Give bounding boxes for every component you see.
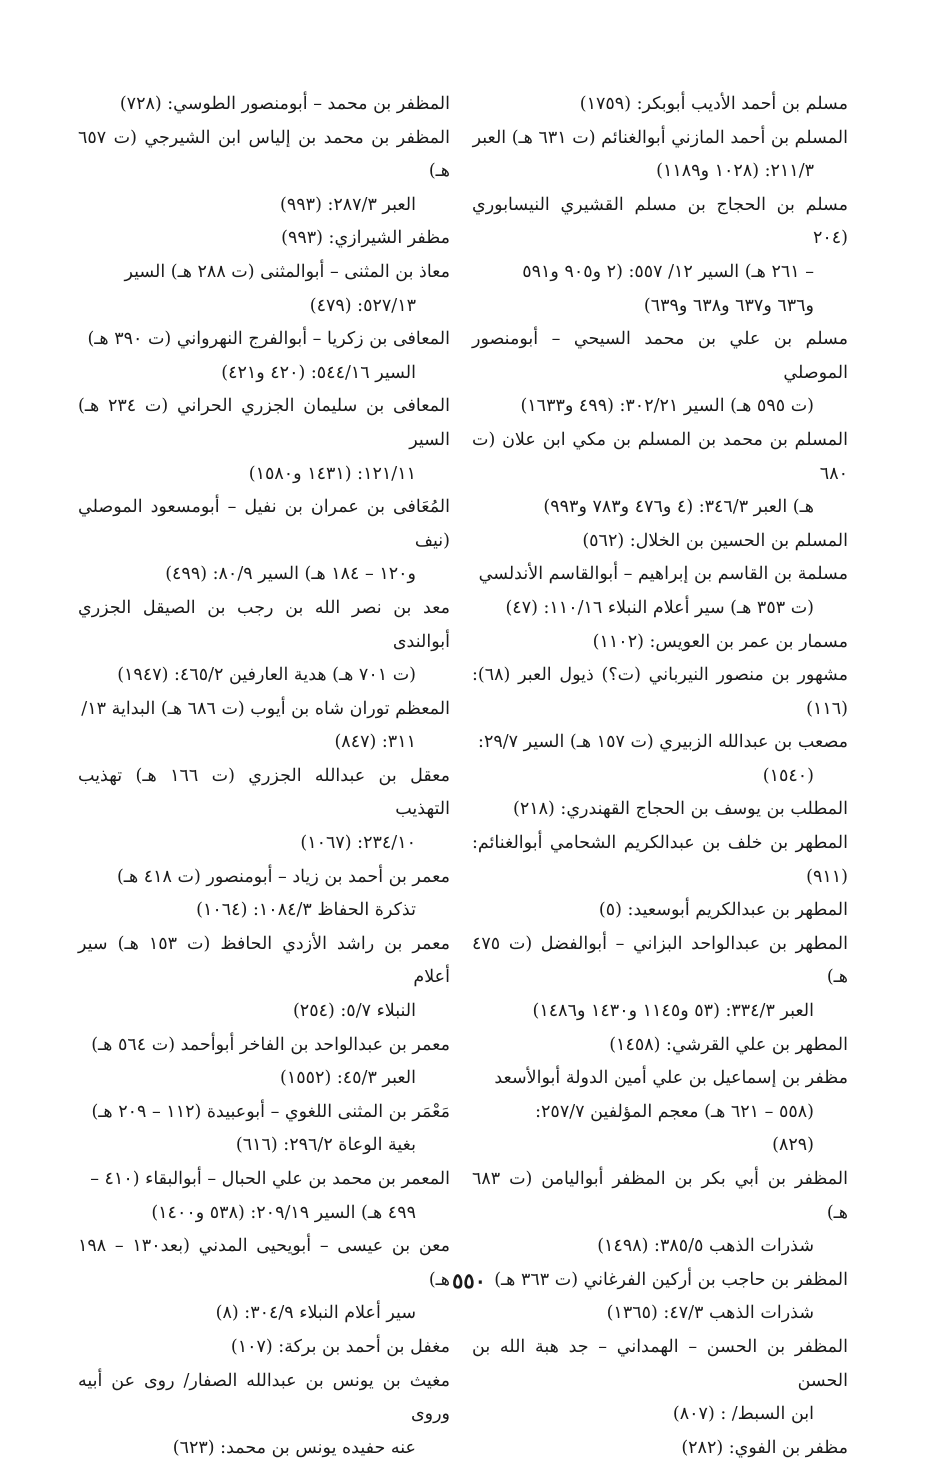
index-entry <box>472 122 848 189</box>
index-entry-continuation: السير ٥٤٤/١٦: (٤٢٠ و٤٢١) <box>221 362 416 383</box>
index-entry <box>472 827 848 894</box>
index-entry <box>78 1331 450 1365</box>
index-entry-heading: المطلب بن يوسف بن الحجاج القهندري: (٢١٨) <box>513 799 848 820</box>
index-entry <box>472 1062 848 1163</box>
index-entry-heading: مسمار بن عمر بن العويس: (١١٠٢) <box>592 631 848 652</box>
index-entry <box>472 1331 848 1432</box>
index-entry <box>472 626 848 660</box>
index-entry <box>78 491 450 592</box>
index-entry-heading: المسلم بن أحمد المازني أبوالغنائم (ت ٦٣١ هـ) العبر <box>472 127 848 148</box>
index-entry-heading: مصعب بن عبدالله الزبيري (ت ١٥٧ هـ) السير ٢٩/٧: <box>478 732 848 753</box>
index-entry-heading: مَعْمَر بن المثنى اللغوي – أبوعبيدة (١١٢ – ٢٠٩ هـ) <box>91 1101 450 1122</box>
index-entry <box>472 928 848 1029</box>
index-entry-heading: مظفر بن إسماعيل بن علي أمين الدولة أبوالأسعد <box>494 1068 848 1089</box>
index-entry <box>78 1029 450 1096</box>
index-entry-heading: المعظم توران شاه بن أيوب (ت ٦٨٦ هـ) البداية ١٣/ <box>81 698 450 719</box>
index-entry-continuation: عنه حفيده يونس بن محمد: (٦٢٣) <box>172 1437 416 1458</box>
index-entry-continuation: ابن السبط/ : (٨٠٧) <box>672 1404 814 1425</box>
index-entry-continuation: العبر ٢٨٧/٣: (٩٩٣) <box>280 194 416 215</box>
index-entry-continuation: (ت ٥٩٥ هـ) السير ٣٠٢/٢١: (٤٩٩ و١٦٣٣) <box>520 396 814 417</box>
index-entry-continuation: العبر ٤٥/٣: (١٥٥٢) <box>280 1068 416 1089</box>
index-entry <box>472 323 848 424</box>
index-entry-heading: مسلم بن الحجاج بن مسلم القشيري النيسابوري (٢٠٤ <box>472 194 848 249</box>
index-entry-heading: مسلمة بن القاسم بن إبراهيم – أبوالقاسم الأندلسي <box>478 564 848 585</box>
index-entry-heading: مظفر بن الفوي: (٢٨٢) <box>681 1437 848 1458</box>
index-entry-heading: المطهر بن علي القرشي: (١٤٥٨) <box>609 1034 848 1055</box>
index-entry-continuation: ٣١١: (٨٤٧) <box>334 732 416 753</box>
index-entry-heading: معاذ بن المثنى – أبوالمثنى (ت ٢٨٨ هـ) السير <box>124 261 450 282</box>
index-entry-heading: المطهر بن عبدالكريم أبوسعيد: (٥) <box>598 900 848 921</box>
index-entry <box>78 861 450 928</box>
index-entry <box>78 1096 450 1163</box>
index-entry-heading: المظفر بن محمد – أبومنصور الطوسي: (٧٢٨) <box>119 94 450 114</box>
index-entry-heading: معقل بن عبدالله الجزري (ت ١٦٦ هـ) تهذيب التهذيب <box>78 765 450 820</box>
index-entry <box>472 558 848 625</box>
index-entry-heading: معد بن نصر الله بن رجب بن الصيقل الجزري أبوالندى <box>78 597 450 652</box>
index-entry-heading: المسلم بن محمد بن المسلم بن مكي ابن علان (ت ٦٨٠ <box>472 429 848 484</box>
index-entry <box>472 726 848 793</box>
index-entry-continuation: – ٢٦١ هـ) السير ١٢/ ٥٥٧: (٢ و٩٠٥ و٥٩١ <box>522 261 814 282</box>
index-entry-continuation: هـ) العبر ٣٤٦/٣: (٤ و٤٧٦ و٧٨٣ و٩٩٣) <box>543 497 814 518</box>
index-entry-heading: المعمر بن محمد بن علي الحبال – أبوالبقاء (٤١٠ – <box>90 1169 450 1189</box>
index-entry-heading: مسلم بن أحمد الأديب أبوبكر: (١٧٥٩) <box>579 94 848 114</box>
index-entry <box>78 1365 450 1465</box>
index-entry <box>78 256 450 323</box>
index-entry-continuation: ١٢١/١١: (١٤٣١ و١٥٨٠) <box>248 463 416 484</box>
index-entry-heading: المعافى بن سليمان الجزري الحراني (ت ٢٣٤ هـ) السير <box>78 396 450 450</box>
index-entry-continuation: (ت ٣٥٣ هـ) سير أعلام النبلاء ١١٠/١٦: (٤٧) <box>505 597 814 618</box>
index-entry-heading: المُعَافى بن عمران بن نفيل – أبومسعود الموصلي (نيف <box>78 497 450 551</box>
index-entry <box>472 525 848 559</box>
index-entry-heading: معن بن عيسى – أبويحيى المدني (بعد١٣٠ – ١٩٨ هـ) <box>78 1236 450 1290</box>
index-entry-continuation: (١٥٤٠) <box>762 765 814 786</box>
index-entry-heading: المطهر بن عبدالواحد البزاني – أبوالفضل (ت ٤٧٥ هـ) <box>472 933 848 988</box>
index-entry <box>472 1432 848 1465</box>
index-entry-continuation: ٤٩٩ هـ) السير ٢٠٩/١٩: (٥٣٨ و١٤٠٠) <box>151 1202 416 1223</box>
index-column-right <box>472 88 848 1465</box>
index-entry <box>78 760 450 861</box>
index-entry-continuation: النبلاء ٥/٧: (٢٥٤) <box>292 1001 416 1022</box>
index-entry <box>472 1029 848 1063</box>
index-entry-continuation: شذرات الذهب ٤٧/٣: (١٣٦٥) <box>606 1303 814 1324</box>
index-entry-heading: المظفر بن حاجب بن أركين الفرغاني (ت ٣٦٣ هـ) <box>494 1269 848 1290</box>
index-entry-heading: المظفر بن محمد بن إلياس ابن الشيرجي (ت ٦٥٧ هـ) <box>78 127 450 182</box>
index-entry-heading: مسلم بن علي بن محمد السيحي – أبومنصور الموصلي <box>472 329 848 383</box>
index-entry-heading: مغيث بن يونس بن عبدالله الصفار/ روى عن أبيه وروى <box>78 1370 450 1425</box>
index-entry-continuation: سير أعلام النبلاء ٣٠٤/٩: (٨) <box>215 1303 416 1324</box>
index-entry-continuation: و١٢٠ – ١٨٤ هـ) السير ٨٠/٩: (٤٩٩) <box>165 564 416 585</box>
index-entry-heading: المظفر بن الحسن – الهمداني – جد هبة الله بن الحسن <box>472 1336 848 1391</box>
index-entry-continuation: (٨٢٩) <box>772 1135 814 1156</box>
index-entry <box>78 592 450 693</box>
index-column-left <box>78 88 450 1465</box>
page-number: ٥٥٠ <box>452 1268 486 1293</box>
index-entry <box>78 323 450 390</box>
index-entry <box>472 1163 848 1264</box>
index-entry <box>78 88 450 122</box>
index-entry <box>78 1163 450 1230</box>
index-entry-heading: المسلم بن الحسين بن الخلال: (٥٦٢) <box>582 530 848 551</box>
index-entry-continuation: (ت ٧٠١ هـ) هدية العارفين ٤٦٥/٢: (١٩٤٧) <box>117 665 416 686</box>
index-entry <box>78 928 450 1029</box>
index-entry-heading: المظفر بن أبي بكر بن المظفر أبواليامن (ت ٦٨٣ هـ) <box>472 1169 848 1223</box>
index-entry <box>78 122 450 223</box>
index-entry <box>472 793 848 827</box>
index-entry-heading: مغفل بن أحمد بن بركة: (١٠٧) <box>230 1336 450 1357</box>
index-entry <box>472 424 848 525</box>
index-entry <box>472 894 848 928</box>
index-entry-heading: المطهر بن خلف بن عبدالكريم الشحامي أبوالغنائم: (٩١١) <box>472 833 848 887</box>
index-entry <box>78 222 450 256</box>
index-entry-heading: مظفر الشيرازي: (٩٩٣) <box>281 228 450 249</box>
index-entry-heading: مشهور بن منصور النيرباني (ت؟) ذيول العبر (٦٨): (١١٦) <box>472 665 848 719</box>
index-entry <box>472 88 848 122</box>
index-entry-continuation: و٦٣٦ و٦٣٧ و٦٣٨ و٦٣٩) <box>643 295 814 316</box>
index-entry-heading: معمر بن راشد الأزدي الحافظ (ت ١٥٣ هـ) سير أعلام <box>78 933 450 988</box>
index-entry-heading: المعافى بن زكريا – أبوالفرج النهرواني (ت ٣٩٠ هـ) <box>87 329 450 350</box>
index-entry <box>78 390 450 491</box>
index-entry-continuation: ٢٣٤/١٠: (١٠٦٧) <box>300 833 416 854</box>
index-entry-continuation: شذرات الذهب ٣٨٥/٥: (١٤٩٨) <box>597 1236 814 1257</box>
index-entry-heading: معمر بن أحمد بن زياد – أبومنصور (ت ٤١٨ هـ) <box>116 866 450 887</box>
index-entry-continuation: بغية الوعاة ٢٩٦/٢: (٦١٦) <box>235 1135 416 1156</box>
index-entry-continuation: تذكرة الحفاظ ١٠٨٤/٣: (١٠٦٤) <box>196 900 416 921</box>
index-entry-continuation: (٥٥٨ – ٦٢١ هـ) معجم المؤلفين ٢٥٧/٧: <box>535 1101 814 1122</box>
index-entry-heading: معمر بن عبدالواحد بن الفاخر أبوأحمد (ت ٥٦٤ هـ) <box>91 1034 450 1055</box>
index-entry <box>472 659 848 726</box>
index-entry <box>472 189 848 323</box>
index-entry <box>78 693 450 760</box>
index-entry-continuation: ٥٢٧/١٣: (٤٧٩) <box>309 295 416 316</box>
index-entry-continuation: العبر ٣٣٤/٣: (٥٣ و١١٤٥ و١٤٣٠ و١٤٨٦) <box>532 1001 814 1022</box>
index-entry-continuation: ٢١١/٣: (١٠٢٨ و١١٨٩) <box>656 161 814 182</box>
